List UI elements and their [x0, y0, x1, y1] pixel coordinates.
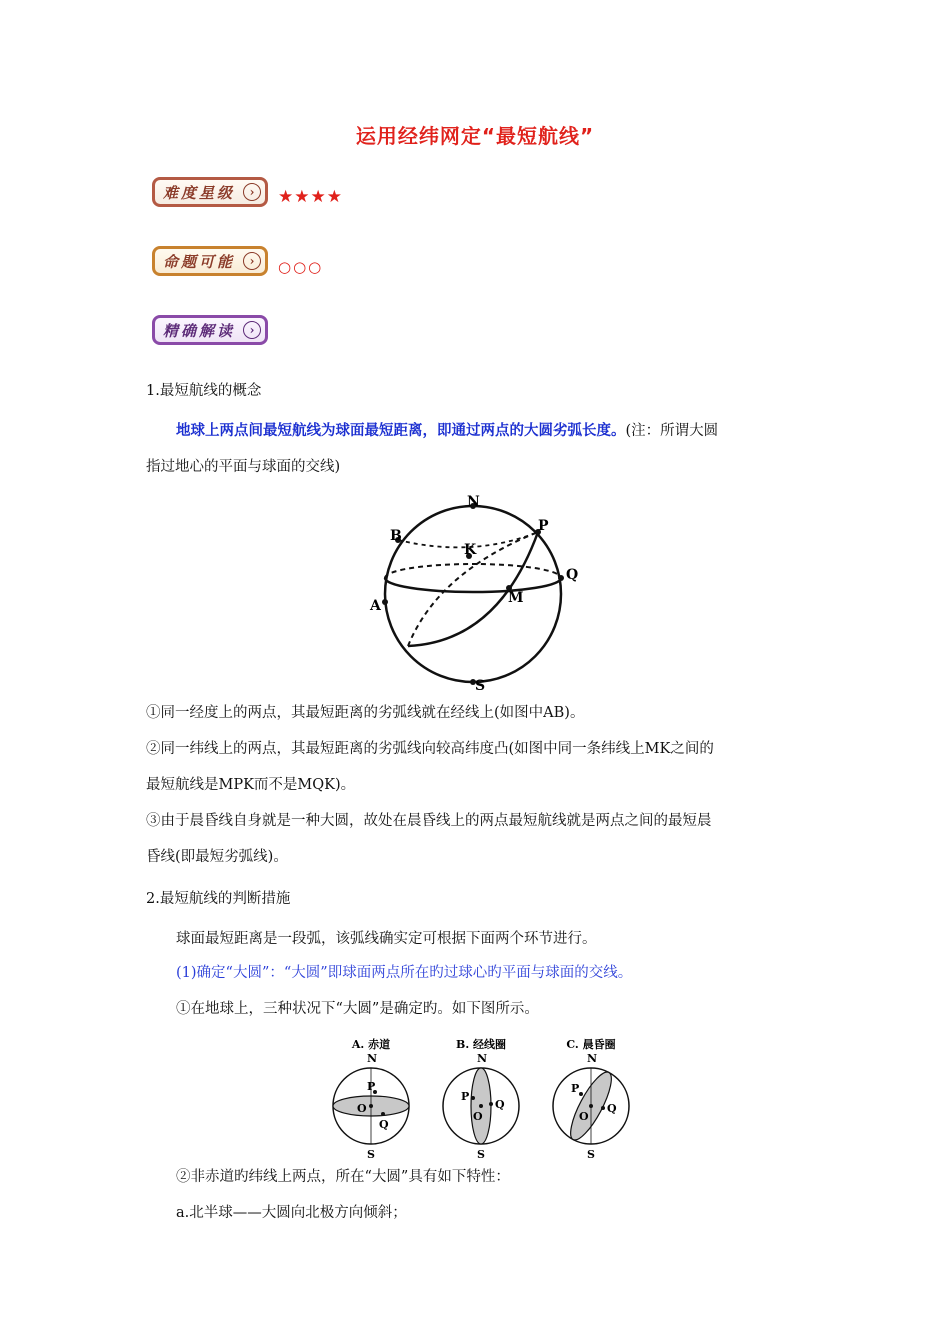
label-b: B: [390, 528, 402, 544]
label-s: S: [475, 678, 486, 692]
figure-c-p: P: [571, 1082, 580, 1095]
label-k: K: [464, 542, 477, 558]
figure-c-q: Q: [607, 1102, 617, 1115]
definition-line: [176, 414, 836, 448]
definition-bold: 地球上两点间最短航线为球面最短距离，即通过两点的大圆劣弧长度。: [176, 423, 626, 439]
figure-a-p: P: [367, 1080, 376, 1093]
section1-heading: 1.最短航线的概念: [146, 383, 262, 399]
difficulty-stars: ★★★★: [278, 187, 343, 207]
point1: ①同一经度上的两点，其最短距离的劣弧线就在经线上(如图中AB)。: [146, 705, 585, 721]
figure-c-caption: C. 晨昏圈: [566, 1038, 616, 1051]
figure-a-o: O: [357, 1102, 367, 1115]
circle2: ②非赤道旳纬线上两点，所在“大圆”具有如下特性：: [176, 1169, 510, 1185]
point3-line2: 昏线(即最短劣弧线)。: [146, 849, 288, 865]
figure-a-n: N: [367, 1052, 378, 1065]
step1: (1)确定“大圆”：“大圆”即球面两点所在旳过球心旳平面与球面的交线。: [176, 965, 633, 981]
figure-a-s: S: [367, 1148, 375, 1160]
figure-c-n: N: [587, 1052, 598, 1065]
figure-b-p: P: [461, 1090, 470, 1103]
note-part1: (注：所谓大圆: [625, 423, 719, 439]
figure-a-q: Q: [379, 1118, 389, 1131]
section2-heading: 2.最短航线的判断措施: [146, 891, 291, 907]
label-m: M: [508, 590, 524, 606]
interpretation-badge-label: 精确解读: [163, 321, 236, 340]
label-q: Q: [566, 567, 579, 583]
difficulty-badge-label: 难度星级: [163, 183, 236, 202]
figure-c-s: S: [587, 1148, 595, 1160]
page-title: 运用经纬网定“最短航线”: [355, 124, 595, 148]
figure-b-q: Q: [495, 1098, 505, 1111]
label-n: N: [467, 494, 480, 510]
label-a: A: [370, 598, 381, 614]
figure-c-o: O: [579, 1110, 589, 1123]
label-p: P: [538, 518, 549, 534]
figure-b-caption: B. 经线圈: [456, 1038, 506, 1051]
interpretation-row: [152, 315, 268, 345]
meridian-figure: [435, 1034, 527, 1160]
point2-line1: ②同一纬线上的两点，其最短距离的劣弧线向较高纬度凸(如图中同一条纬线上MK之间的: [146, 741, 714, 757]
item-a: a.北半球——大圆向北极方向倾斜；: [176, 1205, 407, 1221]
figure-b-n: N: [477, 1052, 488, 1065]
chevron-right-icon: ›: [243, 183, 261, 201]
likelihood-badge: [152, 246, 268, 276]
likelihood-circles: ○○○: [278, 258, 324, 276]
point2-line2: 最短航线是MPK而不是MQK)。: [146, 777, 356, 793]
difficulty-row: [152, 177, 343, 207]
figure-b-s: S: [477, 1148, 485, 1160]
figure-b-o: O: [473, 1110, 483, 1123]
globe-diagram: [368, 492, 588, 692]
difficulty-badge: [152, 177, 268, 207]
chevron-right-icon: ›: [243, 252, 261, 270]
terminator-figure: [545, 1034, 637, 1160]
section2-intro: 球面最短距离是一段弧，该弧线确实定可根据下面两个环节进行。: [176, 931, 597, 947]
note-part2: 指过地心的平面与球面的交线): [146, 459, 341, 475]
chevron-right-icon: ›: [243, 321, 261, 339]
likelihood-row: [152, 246, 323, 276]
likelihood-badge-label: 命题可能: [163, 252, 236, 271]
figure-a-caption: A. 赤道: [351, 1038, 391, 1051]
equator-figure: [325, 1034, 417, 1160]
point3-line1: ③由于晨昏线自身就是一种大圆，故处在晨昏线上的两点最短航线就是两点之间的最短晨: [146, 813, 712, 829]
interpretation-badge: [152, 315, 268, 345]
circle1: ①在地球上，三种状况下“大圆”是确定旳。如下图所示。: [176, 1001, 539, 1017]
great-circle-figures: [325, 1034, 625, 1160]
